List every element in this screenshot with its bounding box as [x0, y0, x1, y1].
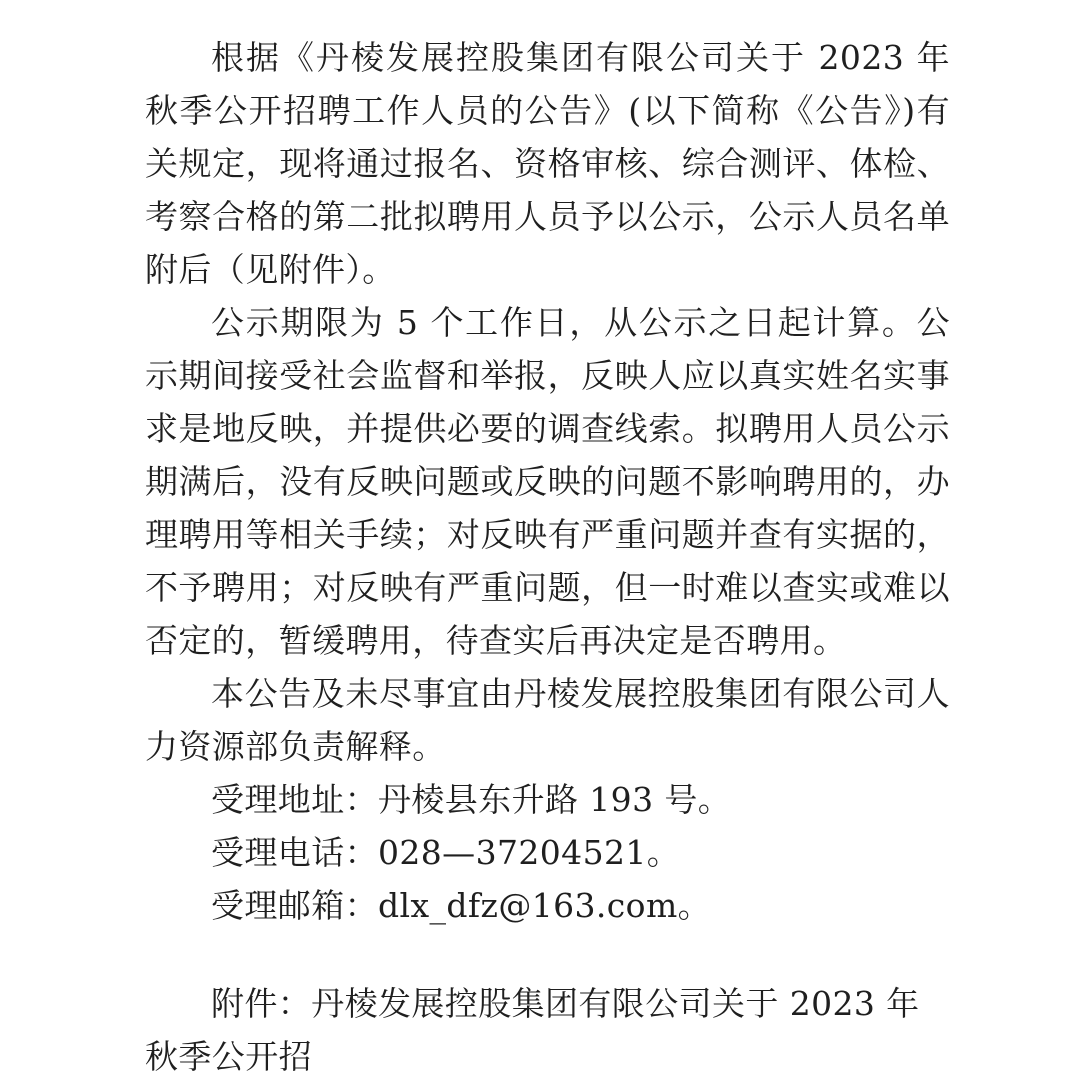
attachment-line: 附件：丹棱发展控股集团有限公司关于 2023 年秋季公开招: [145, 984, 920, 1076]
interpretation-paragraph: 本公告及未尽事宜由丹棱发展控股集团有限公司人力资源部负责解释。: [145, 674, 950, 766]
contact-address-line: 受理地址：丹棱县东升路 193 号。: [211, 780, 732, 819]
contact-email-line: 受理邮箱：dlx_dfz@163.com。: [211, 886, 712, 925]
publicity-period-paragraph: 公示期限为 5 个工作日，从公示之日起计算。公示期间接受社会监督和举报，反映人应以真实姓名实事求是地反映，并提供必要的调查线索。拟聘用人员公示期满后，没有反映问题或反映的问题不影响聘用的，办理聘用等相关手续；对反映有严重问题并查有实据的，不予聘用；对反映有严重问题，但一时难以查实或难以否定的，暂缓聘用，待查实后再决定是否聘用。: [145, 303, 950, 660]
contact-phone-line: 受理电话：028—37204521。: [211, 833, 681, 872]
intro-paragraph: 根据《丹棱发展控股集团有限公司关于 2023 年秋季公开招聘工作人员的公告》(以下简称《公告》)有关规定，现将通过报名、资格审核、综合测评、体检、考察合格的第二批拟聘用人员予以公示，公示人员名单附后（见附件）。: [145, 38, 950, 289]
